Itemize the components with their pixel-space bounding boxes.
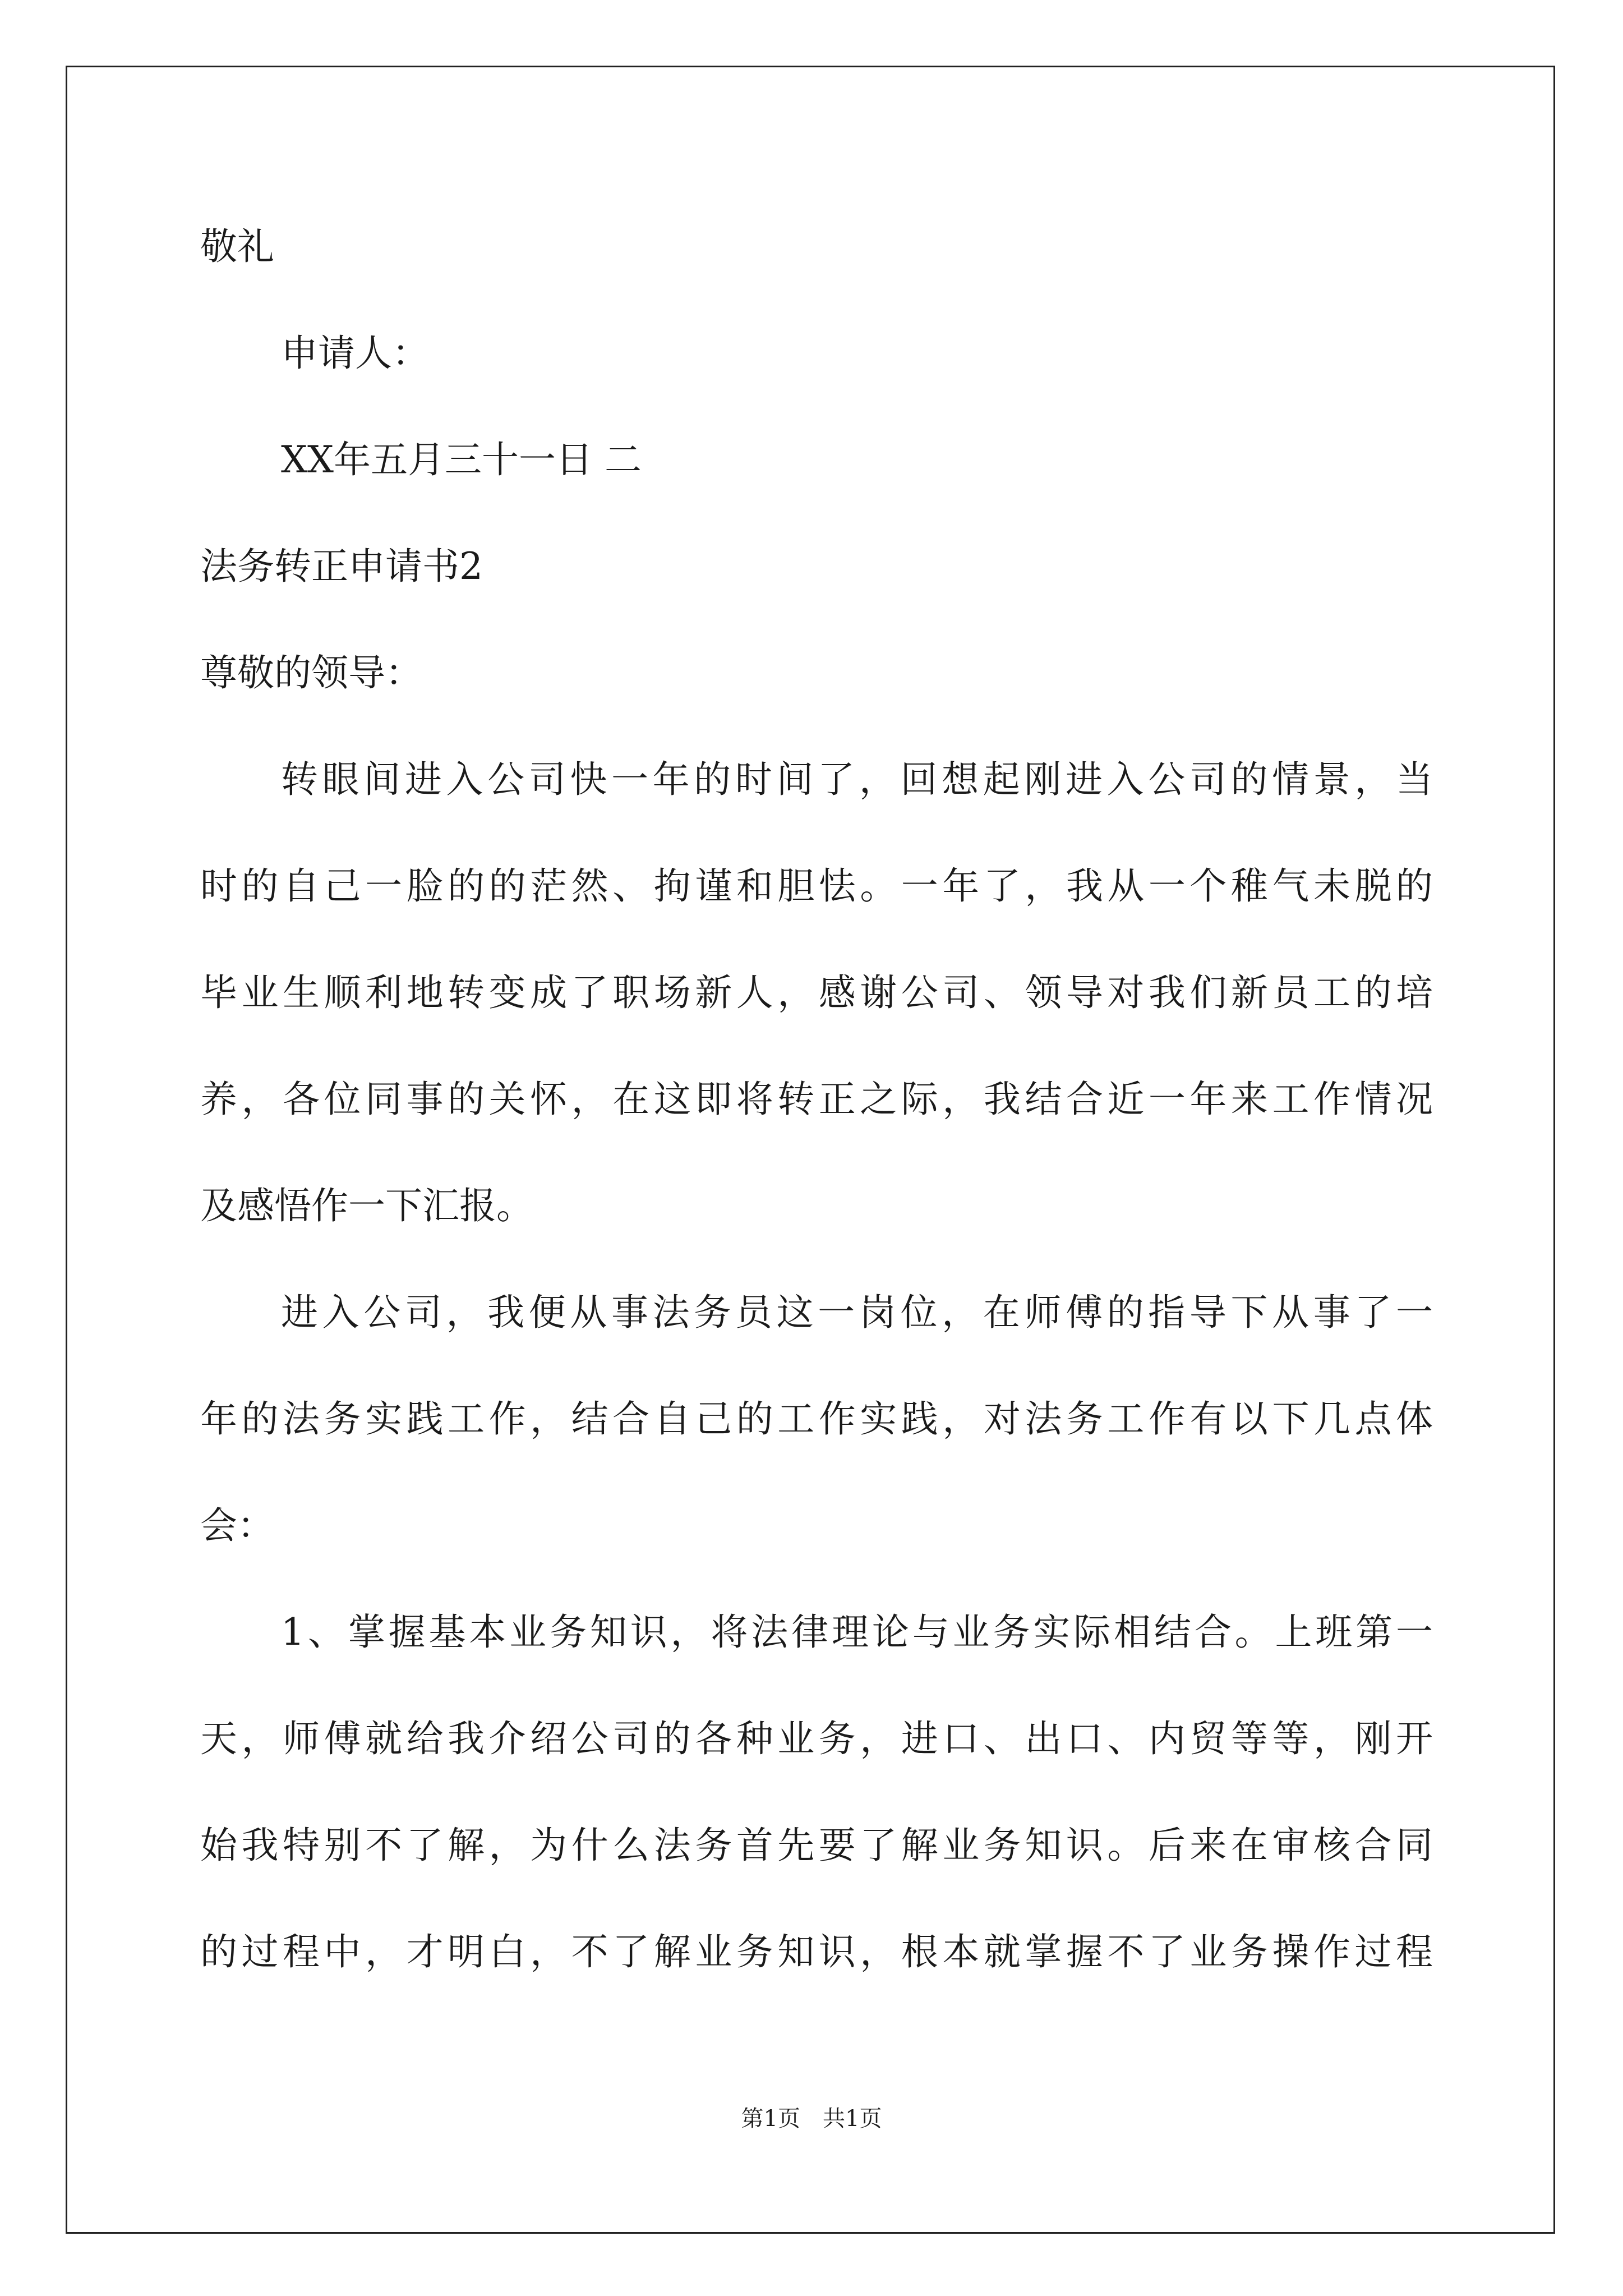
salutation: 尊敬的领导： <box>200 651 422 694</box>
body-line: 进入公司，我便从事法务员这一岗位，在师傅的指导下从事了一 <box>281 1291 1433 1334</box>
body-line: 年的法务实践工作，结合自己的工作实践，对法务工作有以下几点体 <box>200 1397 1433 1441</box>
closing-text: 敬礼 <box>200 225 274 268</box>
applicant-label: 申请人： <box>281 332 429 375</box>
body-line: 转眼间进入公司快一年的时间了，回想起刚进入公司的情景，当 <box>281 758 1433 801</box>
body-line: 始我特别不了解，为什么法务首先要了解业务知识。后来在审核合同 <box>200 1824 1433 1867</box>
page-total: 共1页 <box>823 2106 882 2132</box>
body-line: 毕业生顺利地转变成了职场新人，感谢公司、领导对我们新员工的培 <box>200 971 1433 1014</box>
page-footer <box>0 2105 1623 2133</box>
date-line: XX年五月三十一日 二 <box>281 438 642 481</box>
body-line: 天，师傅就给我介绍公司的各种业务，进口、出口、内贸等等，刚开 <box>200 1717 1433 1760</box>
body-line: 1、掌握基本业务知识，将法律理论与业务实际相结合。上班第一 <box>281 1611 1433 1654</box>
body-line: 会： <box>200 1504 274 1547</box>
document-title: 法务转正申请书2 <box>200 545 483 588</box>
body-line: 及感悟作一下汇报。 <box>200 1184 533 1227</box>
page-border <box>66 66 1555 2234</box>
body-line: 时的自己一脸的的茫然、拘谨和胆怯。一年了，我从一个稚气未脱的 <box>200 864 1433 908</box>
body-line: 养，各位同事的关怀，在这即将转正之际，我结合近一年来工作情况 <box>200 1078 1433 1121</box>
body-line: 的过程中，才明白，不了解业务知识，根本就掌握不了业务操作过程 <box>200 1930 1433 1973</box>
page-number: 第1页 <box>741 2106 800 2132</box>
